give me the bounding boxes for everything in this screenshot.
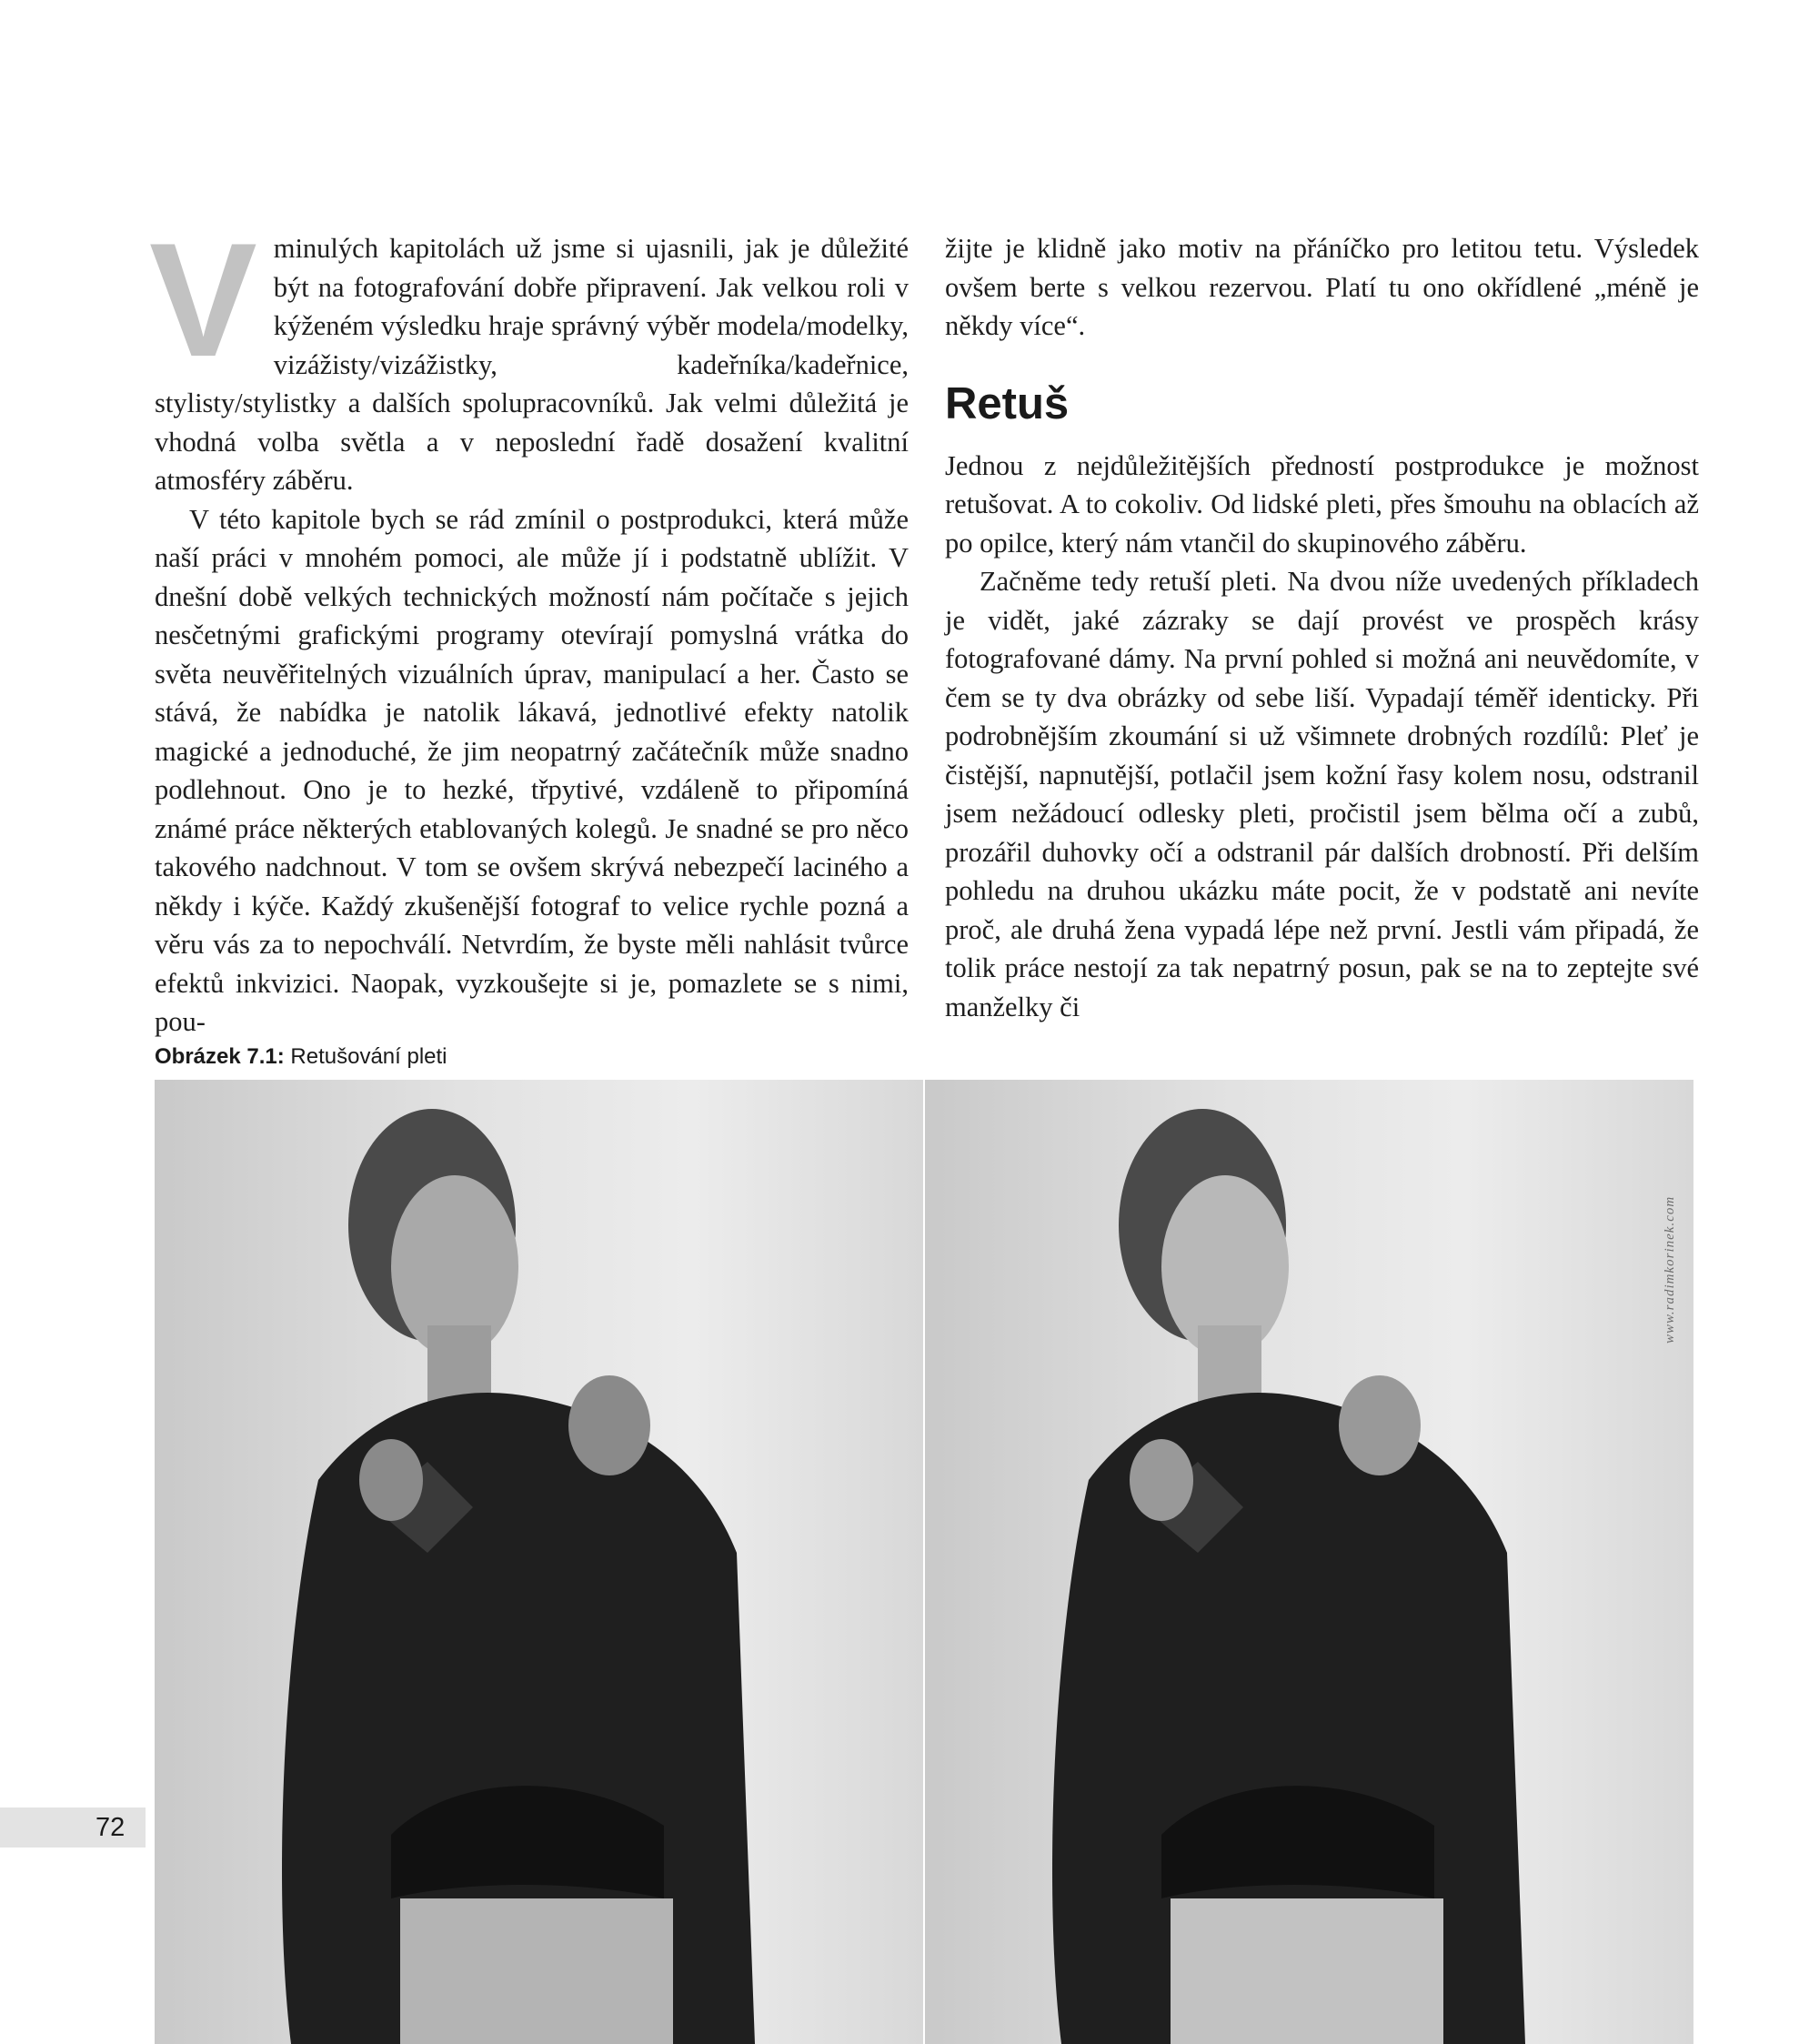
body-paragraph: Začněme tedy retuší pleti. Na dvou níže uvedených příkladech je vidět, jaké zázraky se dají provést ve prospěch krásy fotografované dámy. Na první pohled si možná ani neuvědomíte, v čem se ty dva obrázky od sebe liší. Vypadají téměř identicky. Při podrobnějším zkoumání si už všimnete drobných rozdílů: Pleť je čistější, napnutější, potlačil jsem kožní řasy kolem nosu, odstranil jsem nežádoucí odlesky pleti, pročistil jsem bělma očí a zubů, prozářil duhovky očí a odstranil pár dalších drobností. Při delším pohledu na druhou ukázku máte pocit, že v podstatě ani nevíte proč, ale druhá žena vypadá lépe než první. Jestli vám připadá, že tolik práce nestojí za tak nepatrný posun, pak se na to zeptejte své manželky či [945,566,1699,1022]
figure-label: Obrázek 7.1: [155,1044,285,1069]
intro-paragraph: minulých kapitolách už jsme si ujasnili, jak je důležité být na fotografování dobře připravení. Jak velkou roli v kýženém výsledku hraje správný výběr modela/modelky, vizážisty/vizážistky, kadeřníka/kadeřnice, stylisty/stylistky a dalších spolupracovníků. Jak velmi důležitá je vhodná volba světla a v neposlední řadě dosažení kvalitní atmosféry záběru. [155,233,909,496]
portrait-illustration [925,1080,1693,2044]
figure-caption [155,1044,447,1070]
figure-title: Retušování pleti [290,1044,447,1069]
photo-watermark: www.radimkorinek.com [1663,1195,1677,1344]
left-column [149,209,909,1042]
body-paragraph: V této kapitole bych se rád zmínil o postprodukci, která může naší práci v mnohém pomoci, ale může jí i podstatně ublížit. V dnešní době velkých technických možností nám počítače s jejich nesčetnými grafickými programy otevírají pomyslná vrátka do světa neuvěřitelných vizuálních úprav, manipulací a her. Často se stává, že nabídka je natolik lákavá, jednotlivé efekty natolik magické a jednoduché, že jim neopatrný začátečník může snadno podlehnout. Ono je to hezké, třpytivé, vzdáleně to připomíná známé práce některých etablovaných kolegů. Je snadné se pro něco takového nadchnout. V tom se ovšem skrývá nebezpečí laciného a někdy i kýče. Každý zkušenější fotograf to velice rychle pozná a věru vás za to nepochválí. Netvrdím, že byste měli nahlásit tvůrce efektů inkvizici. Naopak, vyzkoušejte si je, pomazlete se s nimi, pou- [155,503,909,1037]
section-heading: Retuš [945,378,1070,428]
right-column [945,229,1699,1026]
photo-before-retouch [155,1080,923,2044]
body-paragraph: Jednou z nejdůležitějších předností postprodukce je možnost retušovat. A to cokoliv. Od lidské pleti, přes šmouhu na oblacích až po opilce, který nám vtančil do skupinového záběru. [945,449,1699,559]
portrait-illustration [155,1080,923,2044]
photo-after-retouch [925,1080,1693,2044]
continued-paragraph: žijte je klidně jako motiv na přáníčko pro letitou tetu. Výsledek ovšem berte s velkou rezervou. Platí tu ono okřídlené „méně je někdy více“. [945,233,1699,341]
page-number: 72 [95,1813,126,1842]
drop-cap: V [149,209,257,390]
